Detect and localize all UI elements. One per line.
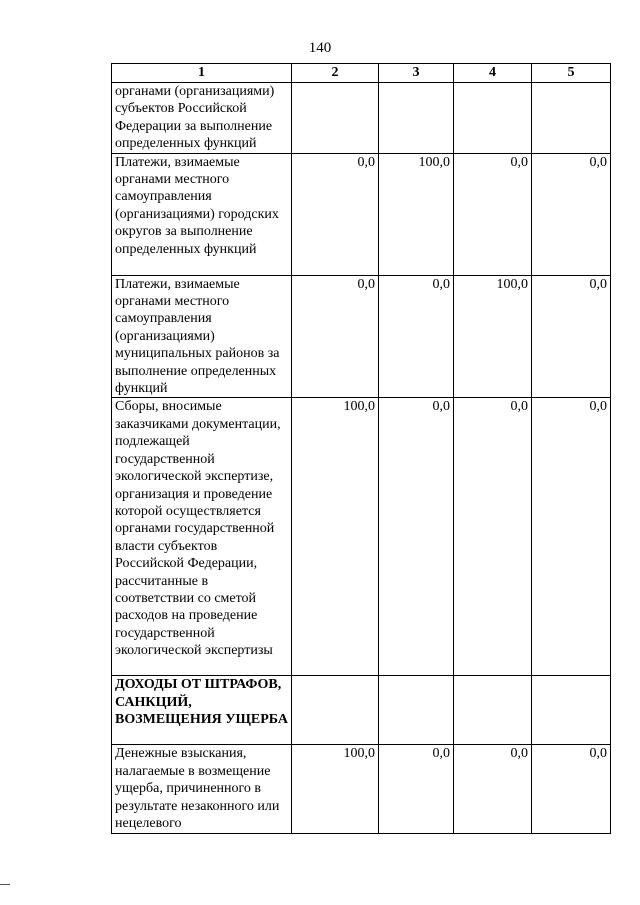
row-value-col-3: 0,0 <box>379 745 454 833</box>
column-header-5: 5 <box>532 64 611 83</box>
row-value-col-2 <box>292 676 379 745</box>
row-label: Платежи, взимаемые органами местного самоуправления (организациями) городских округов за выполнение определенных функций <box>112 153 292 275</box>
row-value-col-2: 0,0 <box>292 153 379 275</box>
row-value-col-3: 0,0 <box>379 398 454 676</box>
row-value-col-3: 100,0 <box>379 153 454 275</box>
row-value-col-2: 100,0 <box>292 745 379 833</box>
table-row <box>112 83 611 154</box>
table-row <box>112 275 611 398</box>
row-value-col-5: 0,0 <box>532 398 611 676</box>
row-value-col-4 <box>454 676 532 745</box>
row-value-col-4 <box>454 83 532 154</box>
scan-edge-mark <box>0 884 10 885</box>
column-header-3: 3 <box>379 64 454 83</box>
column-header-4: 4 <box>454 64 532 83</box>
table-row <box>112 745 611 833</box>
column-header-2: 2 <box>292 64 379 83</box>
table-header-row <box>112 64 611 83</box>
row-label: органами (организациями) субъектов Российской Федерации за выполнение определенных функций <box>112 83 292 154</box>
revenue-distribution-table <box>111 63 611 834</box>
row-value-col-5: 0,0 <box>532 275 611 398</box>
table-row <box>112 398 611 676</box>
section-heading: ДОХОДЫ ОТ ШТРАФОВ, САНКЦИЙ, ВОЗМЕЩЕНИЯ УЩЕРБА <box>112 676 292 745</box>
row-value-col-3 <box>379 676 454 745</box>
row-value-col-4: 0,0 <box>454 745 532 833</box>
row-value-col-2 <box>292 83 379 154</box>
row-value-col-5 <box>532 83 611 154</box>
row-value-col-5: 0,0 <box>532 153 611 275</box>
row-value-col-5 <box>532 676 611 745</box>
section-heading-row <box>112 676 611 745</box>
row-value-col-4: 0,0 <box>454 398 532 676</box>
row-value-col-5: 0,0 <box>532 745 611 833</box>
column-header-1: 1 <box>112 64 292 83</box>
row-label: Платежи, взимаемые органами местного самоуправления (организациями) муниципальных районов за выполнение определенных функций <box>112 275 292 398</box>
row-value-col-4: 100,0 <box>454 275 532 398</box>
row-value-col-2: 0,0 <box>292 275 379 398</box>
row-value-col-2: 100,0 <box>292 398 379 676</box>
row-value-col-4: 0,0 <box>454 153 532 275</box>
page-number: 140 <box>308 40 332 56</box>
row-label: Денежные взыскания, налагаемые в возмещение ущерба, причиненного в результате незаконного или нецелевого <box>112 745 292 833</box>
table-row <box>112 153 611 275</box>
row-value-col-3: 0,0 <box>379 275 454 398</box>
row-value-col-3 <box>379 83 454 154</box>
row-label: Сборы, вносимые заказчиками документации, подлежащей государственной экологической экспертизе, организация и проведение которой осуществляется органами государственной власти субъектов Российской Федерации, рассчитанные в соответствии со сметой расходов на проведение государственной экологической экспертизы <box>112 398 292 676</box>
